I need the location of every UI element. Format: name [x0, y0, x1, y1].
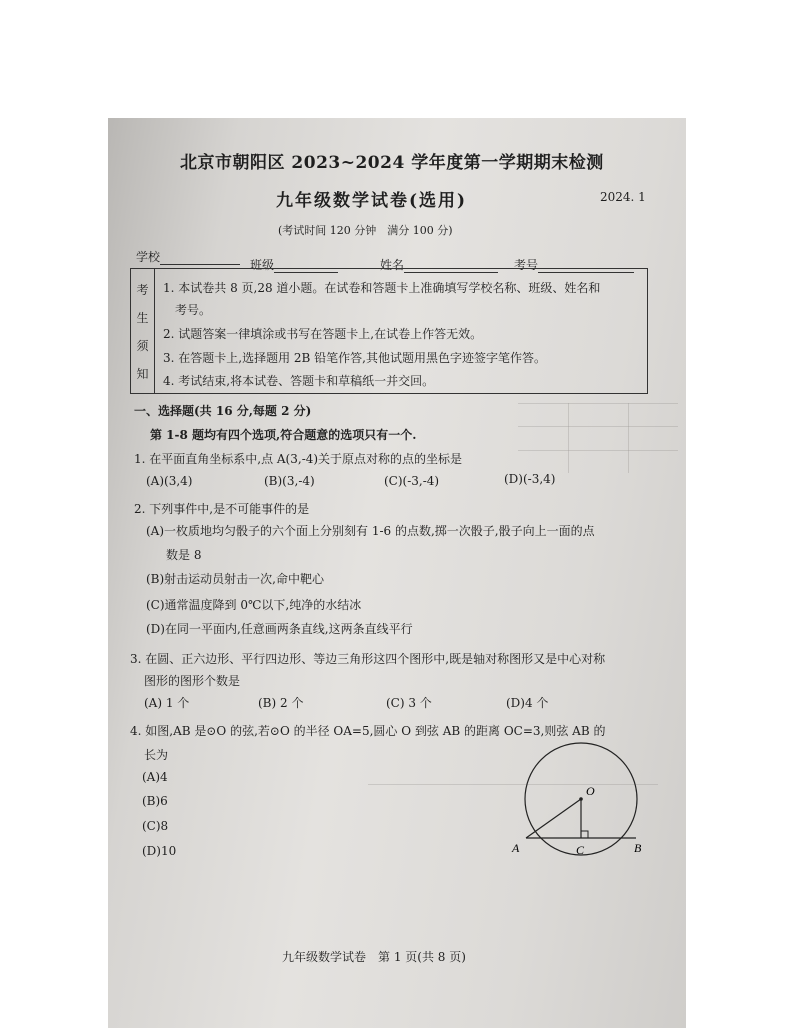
notice-item-3: 3. 在答题卡上,选择题用 2B 铅笔作答,其他试题用黑色字迹签字笔作答。 [163, 351, 546, 365]
exam-subtitle: 九年级数学试卷(选用) [276, 191, 468, 211]
notice-item-2: 2. 试题答案一律填涂或书写在答题卡上,在试卷上作答无效。 [163, 327, 483, 341]
question-1-option-c: (C)(-3,-4) [384, 474, 440, 488]
question-4-option-a: (A)4 [142, 770, 168, 784]
question-3-stem-line1: 3. 在圆、正六边形、平行四边形、等边三角形这四个图形中,既是轴对称图形又是中心对称 [130, 652, 606, 666]
name-label: 姓名 [380, 258, 405, 272]
question-1-stem: 1. 在平面直角坐标系中,点 A(3,-4)关于原点对称的点的坐标是 [134, 452, 463, 466]
ghost-table-line [518, 403, 678, 404]
page-footer: 九年级数学试卷 第 1 页(共 8 页) [282, 950, 466, 964]
notice-side-char: 生 [136, 310, 149, 325]
question-4-option-c: (C)8 [142, 819, 169, 833]
exam-info: (考试时间 120 分钟 满分 100 分) [278, 224, 453, 237]
question-4-stem-line2: 长为 [144, 748, 169, 762]
center-dot [579, 797, 583, 801]
question-2-option-c: (C)通常温度降到 0℃以下,纯净的水结冰 [146, 598, 362, 612]
question-3-option-b: (B) 2 个 [258, 696, 304, 710]
exam-date: 2024. 1 [600, 190, 646, 204]
ghost-table-line [518, 426, 678, 427]
question-2-option-b: (B)射击运动员射击一次,命中靶心 [146, 572, 324, 586]
label-c: C [576, 843, 585, 857]
notice-side-char: 考 [136, 282, 149, 297]
section-instruction: 第 1-8 题均有四个选项,符合题意的选项只有一个. [150, 428, 417, 442]
notice-item-1-cont: 考号。 [175, 303, 212, 317]
exam-paper [108, 118, 686, 1028]
question-3-option-a: (A) 1 个 [144, 696, 190, 710]
notice-item-4: 4. 考试结束,将本试卷、答题卡和草稿纸一并交回。 [163, 374, 435, 388]
notice-side-char: 须 [136, 338, 149, 353]
ghost-table-line [568, 403, 569, 473]
number-label: 考号 [514, 258, 539, 272]
question-1-option-a: (A)(3,4) [146, 474, 193, 488]
question-2-stem: 2. 下列事件中,是不可能事件的是 [134, 502, 310, 516]
question-4-stem-line1: 4. 如图,AB 是⊙O 的弦,若⊙O 的半径 OA=5,圆心 O 到弦 AB 的距离 OC=3,则弦 AB 的 [130, 724, 606, 738]
question-4-option-b: (B)6 [142, 794, 168, 808]
circle-figure [508, 742, 646, 872]
question-1-option-d: (D)(-3,4) [504, 472, 556, 486]
label-a: A [512, 841, 520, 855]
segment-oa [526, 799, 581, 838]
school-field-row [136, 248, 240, 265]
notice-item-1: 1. 本试卷共 8 页,28 道小题。在试卷和答题卡上准确填写学校名称、班级、姓名和 [163, 281, 601, 295]
question-2-option-a: (A)一枚质地均匀骰子的六个面上分别刻有 1-6 的点数,掷一次骰子,骰子向上一面的点 [146, 524, 595, 538]
exam-title: 北京市朝阳区 2023~2024 学年度第一学期期末检测 [180, 153, 604, 173]
question-4-option-d: (D)10 [142, 844, 177, 858]
ghost-table-line [518, 450, 678, 451]
question-2-option-d: (D)在同一平面内,任意画两条直线,这两条直线平行 [146, 622, 413, 636]
section-title: 一、选择题(共 16 分,每题 2 分) [134, 404, 312, 418]
notice-side-label [131, 269, 155, 393]
question-3-stem-line2: 图形的图形个数是 [144, 674, 241, 688]
notice-box [130, 268, 648, 394]
label-b: B [634, 841, 642, 855]
label-o: O [586, 784, 595, 798]
school-label: 学校 [136, 250, 161, 264]
question-2-option-a-cont: 数是 8 [166, 548, 202, 562]
question-3-option-d: (D)4 个 [506, 696, 549, 710]
question-1-option-b: (B)(3,-4) [264, 474, 315, 488]
question-3-option-c: (C) 3 个 [386, 696, 432, 710]
school-blank[interactable] [160, 252, 240, 265]
class-label: 班级 [250, 258, 275, 272]
notice-side-char: 知 [136, 366, 149, 381]
right-angle-mark [581, 831, 588, 838]
ghost-table-line [628, 403, 629, 473]
